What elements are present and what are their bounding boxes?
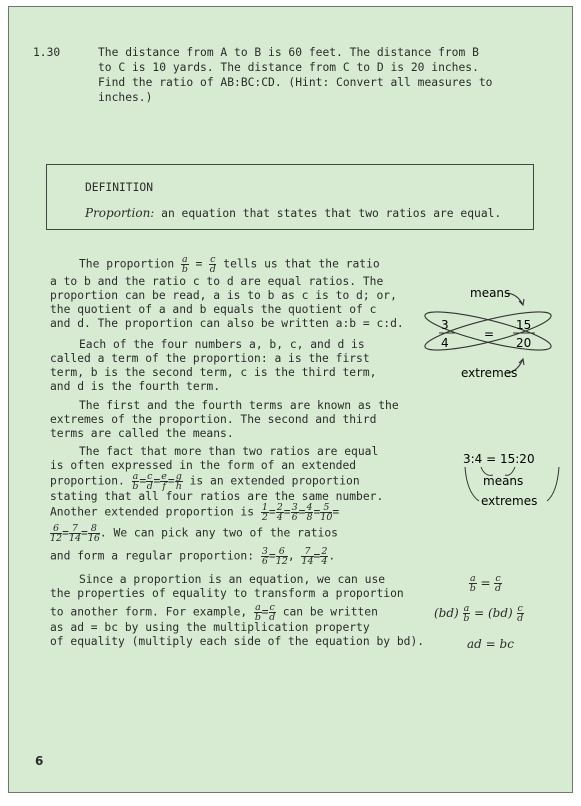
problem-line-1: The distance from A to B is 60 feet. The distance from B — [98, 46, 479, 59]
para1-line1: The proportion $\frac{a}{b}$ = $\frac{c}{d}$ tells us that the ratio — [79, 254, 380, 275]
means-label: means — [470, 287, 511, 300]
side-eq-3: ad = bc — [467, 637, 514, 651]
para5-line2: the properties of equality to transform a proportion — [50, 587, 404, 600]
para5-line5: of equality (multiply each side of the equation by bd). — [50, 635, 425, 648]
problem-number: 1.30 — [33, 46, 61, 59]
definition-term: Proportion: — [85, 206, 155, 220]
para4-l6b: We can pick any two of the ratios — [113, 526, 338, 540]
para4-line2: is often expressed in the form of an extended — [50, 459, 357, 472]
para4-line7: and form a regular proportion: $\frac{3}{6}$ = $\frac{6}{12}$ , $\frac{7}{14}$ = $\frac{2}{4}$ . — [50, 546, 336, 567]
para5-l3b: can be written — [282, 605, 378, 619]
term-4: 4 — [441, 336, 449, 350]
means-extremes-diagram — [413, 287, 563, 397]
para4-line1: The fact that more than two ratios are equal — [79, 445, 379, 458]
para2-line1: Each of the four numbers a, b, c, and d is — [79, 338, 365, 351]
para1-line5: and d. The proportion can also be written a:b = c:d. — [50, 317, 404, 330]
definition-box — [46, 164, 534, 230]
para3-line2: extremes of the proportion. The second and third — [50, 413, 377, 426]
problem-line-4: inches.) — [98, 91, 153, 104]
fraction-c-over-d: $\frac{c}{d}$ — [209, 254, 216, 275]
workbook-page — [8, 6, 573, 793]
ratio-text: 3:4 = 15:20 — [463, 452, 535, 466]
page-number: 6 — [35, 754, 44, 768]
para5-line4: as ad = bc by using the multiplication property — [50, 621, 370, 634]
term-3: 3 — [441, 318, 449, 332]
para2-line4: and d is the fourth term. — [50, 380, 221, 393]
term-20: 20 — [516, 336, 532, 350]
para4-line3: proportion. $\frac{a}{b}$ = $\frac{c}{d}$ = $\frac{e}{f}$ = $\frac{g}{h}$ is an extended proportion — [50, 471, 360, 492]
term-15: 15 — [516, 318, 532, 332]
para4-line4: stating that all four ratios are the same number. — [50, 490, 384, 503]
para1-line4: the quotient of a and b equals the quotient of c — [50, 303, 377, 316]
means-label-2: means — [483, 474, 524, 488]
para4-l3b: is an extended proportion — [189, 474, 360, 488]
para2-line2: called a term of the proportion: a is the first — [50, 352, 370, 365]
para1-l1b: tells us that the ratio — [223, 257, 380, 271]
definition-heading: DEFINITION — [85, 181, 154, 194]
fraction-a-over-b: $\frac{a}{b}$ — [181, 254, 188, 275]
para4-l3a: proportion. — [50, 474, 125, 488]
para5-line3: to another form. For example, $\frac{a}{b}$ = $\frac{c}{d}$ can be written — [50, 602, 378, 623]
side-eq-2: (bd) $\frac{a}{b}$ = (bd) $\frac{c}{d}$ — [434, 603, 524, 624]
side-eq-1: $\frac{a}{b}$ = $\frac{c}{d}$ — [469, 573, 502, 594]
extended-ratio-diagram — [461, 449, 581, 509]
para3-line1: The first and the fourth terms are known as the — [79, 399, 399, 412]
para1-line2: a to b and the ratio c to d are equal ratios. The — [50, 275, 384, 288]
para5-l3a: to another form. For example, — [50, 605, 248, 619]
para2-line3: term, b is the second term, c is the third term, — [50, 366, 377, 379]
problem-line-2: to C is 10 yards. The distance from C to D is 20 inches. — [98, 61, 479, 74]
para4-l5: Another extended proportion is — [50, 505, 255, 519]
equals-sign: = — [484, 327, 495, 341]
para1-line3: proportion can be read, a is to b as c is to d; or, — [50, 289, 397, 302]
para3-line3: terms are called the means. — [50, 427, 234, 440]
problem-line-3: Find the ratio of AB:BC:CD. (Hint: Convert all measures to — [98, 76, 493, 89]
definition-body: an equation that states that two ratios are equal. — [161, 207, 502, 220]
para4-line5: Another extended proportion is $\frac{1}{2}$ = $\frac{2}{4}$ = $\frac{3}{6}$ = $\frac{4}{8}$ = $\frac{5}{10}$ = — [50, 502, 340, 523]
para4-line6: $\frac{6}{12}$ = $\frac{7}{14}$ = $\frac{8}{16}$ . We can pick any two of the ratios — [50, 523, 338, 544]
definition-text — [85, 206, 501, 220]
para4-l7a: and form a regular proportion: — [50, 549, 255, 563]
extremes-label-2: extremes — [481, 494, 538, 508]
para5-line1: Since a proportion is an equation, we can use — [79, 573, 386, 586]
para1-l1a: The proportion — [79, 257, 175, 271]
extremes-label: extremes — [461, 366, 518, 380]
